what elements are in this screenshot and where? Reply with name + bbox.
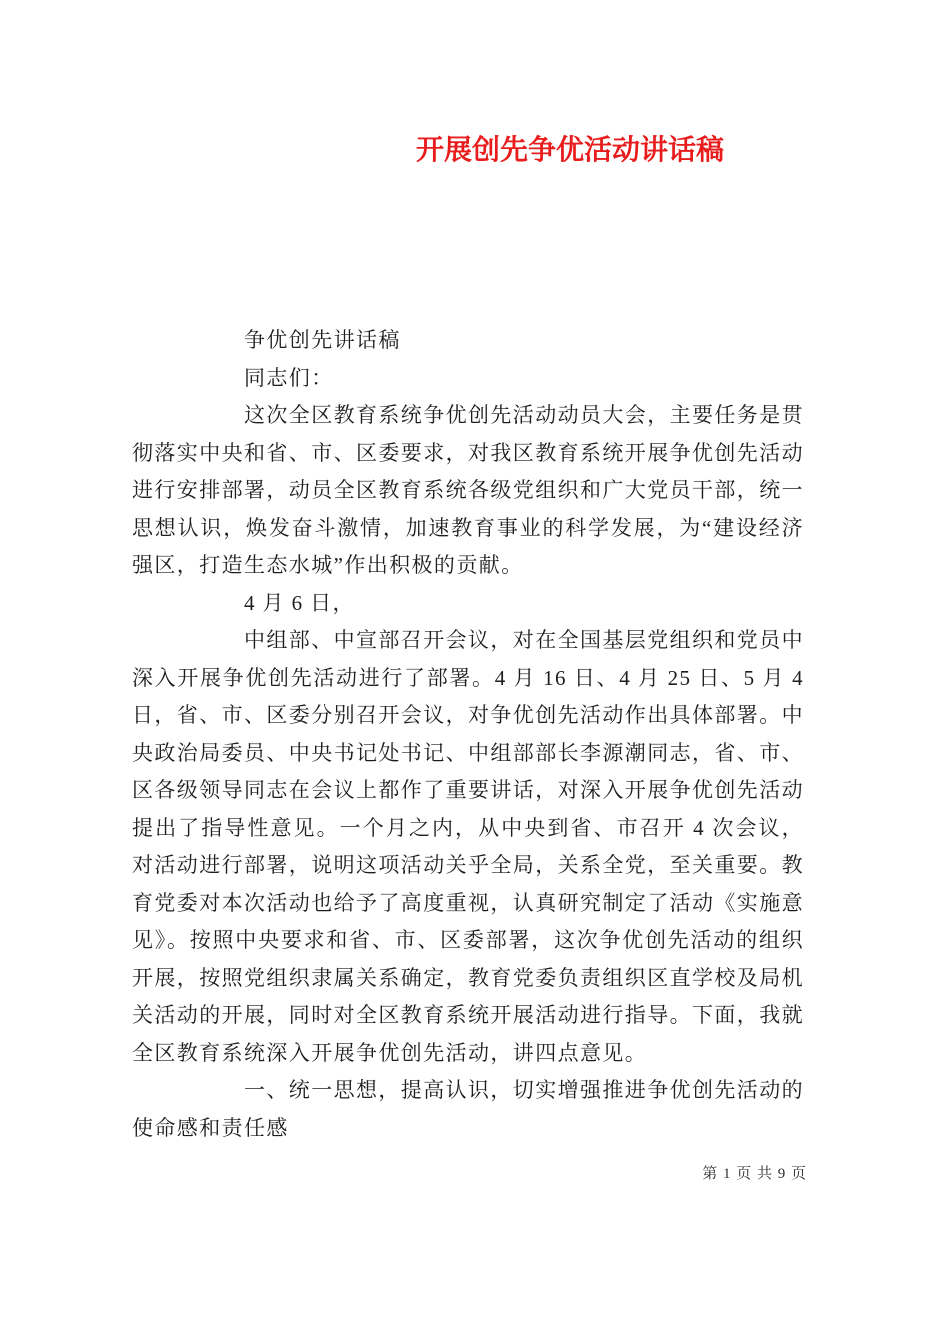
paragraph-section-heading: 一、统一思想，提高认识，切实增强推进争优创先活动的使命感和责任感: [132, 1078, 804, 1140]
paragraph-salutation: 同志们：: [244, 365, 334, 390]
paragraph-intro: 这次全区教育系统争优创先活动动员大会，主要任务是贯彻落实中央和省、市、区委要求，对我区教育系统开展争优创先活动进行安排部署，动员全区教育系统各级党组织和广大党员干部，统一思想认识，焕发奋斗激情，加速教育事业的科学发展，为“建设经济强区，打造生态水城”作出积极的贡献。: [132, 403, 804, 577]
document-title: 开展创先争优活动讲话稿: [415, 135, 724, 166]
paragraph-subtitle: 争优创先讲话稿: [244, 328, 401, 352]
document-body: [132, 322, 804, 1147]
paragraph-deployment: 中组部、中宣部召开会议，对在全国基层党组织和党员中深入开展争优创先活动进行了部署。4 月 16 日、4 月 25 日、5 月 4 日，省、市、区委分别召开会议，对争优创先活动作出具体部署。中央政治局委员、中央书记处书记、中组部部长李源潮同志，省、市、区各级领导同志在会议上都作了重要讲话，对深入开展争优创先活动提出了指导性意见。一个月之内，从中央到省、市召开 4 次会议，对活动进行部署，说明这项活动关乎全局，关系全党，至关重要。教育党委对本次活动也给予了高度重视，认真研究制定了活动《实施意见》。按照中央要求和省、市、区委部署，这次争优创先活动的组织开展，按照党组织隶属关系确定，教育党委负责组织区直学校及局机关活动的开展，同时对全区教育系统开展活动进行指导。下面，我就全区教育系统深入开展争优创先活动，讲四点意见。: [132, 628, 804, 1065]
page-number-label: 第 1 页 共 9 页: [702, 1166, 807, 1182]
page-footer: [0, 1164, 807, 1184]
paragraph-date: 4 月 6 日，: [244, 590, 355, 615]
